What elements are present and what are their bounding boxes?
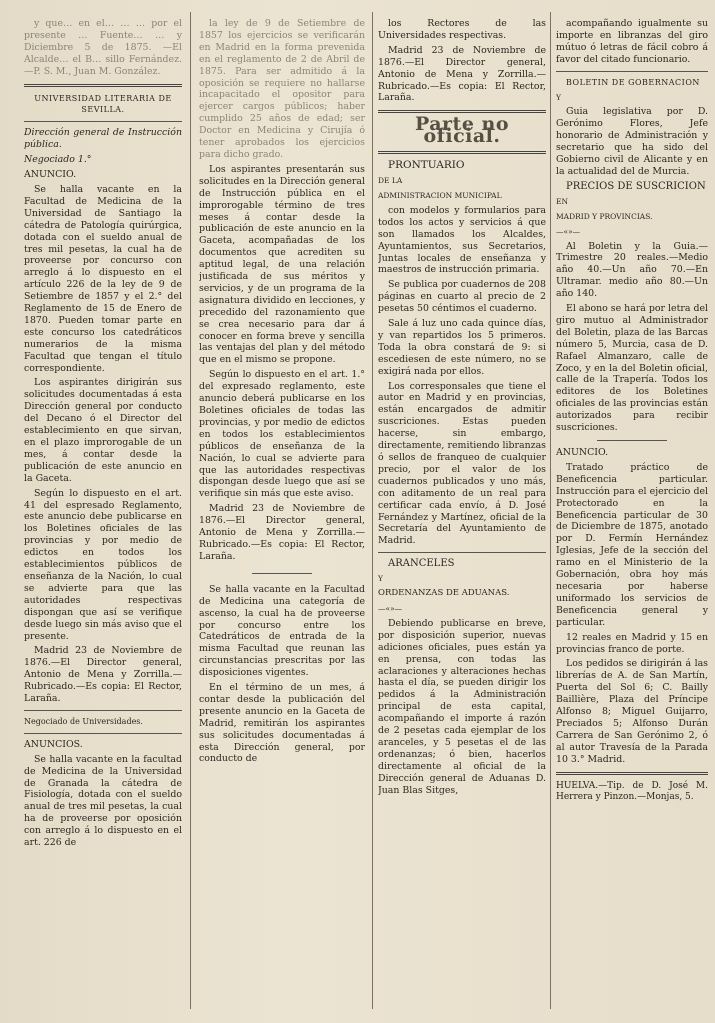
column-divider <box>550 12 551 1009</box>
negociado-heading: Negociado 1.° <box>24 154 92 166</box>
anuncio-title: ANUNCIO. <box>556 447 609 458</box>
paragraph: Los aspirantes presentarán sus solicitudes en la Dirección general de Instrucción pública en el improrogable término de tres meses á contar desde la publicación de este anuncio en la Gaceta, acompañadas de los documentos que acrediten su aptitud legal, de una relación justificada de sus méritos y servicios, y de un programa de la asignatura dividido en lecciones, y precedido del razonamiento que se crea necesario para dar á conocer en forma breve y sencilla las ventajas del plan y del método que en el mismo se propone. <box>199 163 365 366</box>
paragraph: Tratado práctico de Beneficencia particular. Instrucción para el ejercicio del Protectorado en la Beneficencia particular de 30 de Diciembre de 1875, anotado por D. Fermín Hernández Iglesias, Jefe de la sección del ramo en el Ministerio de la Gobernación, obra hoy más necesaria por haberse uniformado los servicios de Beneficencia general y particular. <box>556 461 708 628</box>
anuncios-title: ANUNCIOS. <box>24 738 83 750</box>
ornament: —«»— <box>556 226 581 236</box>
paragraph: Sale á luz uno cada quince días, y van repartidos los 5 primeros. Toda la obra constará de 9: si escediesen de este número, no se exigirá nada por ellos. <box>378 318 546 377</box>
column-1 <box>24 18 182 1013</box>
short-divider <box>252 573 312 574</box>
madrid-heading: MADRID Y PROVINCIAS. <box>556 211 653 221</box>
double-rule <box>24 84 182 87</box>
paragraph: Madrid 23 de Noviembre de 1876.—El Director general, Antonio de Mena y Zorrilla.—Rubricado.—Es copia: El Rector, Laraña. <box>378 44 546 104</box>
aranceles-heading: ARANCELES <box>388 558 455 570</box>
paragraph: Los corresponsales que tiene el autor en Madrid y en provincias, están encargados de admitir suscriciones. Estas pueden hacerse, sin embargo, directamente, remitiendo libranzas ó sellos de franqueo de cualquier precio, por el valor de los cuadernos publicados y uno más, con aditamento de un real para certificar cada envío, á D. José Fernández y Martínez, oficial de la Secretaría del Ayuntamiento de Madrid. <box>378 380 546 547</box>
direccion-heading: Dirección general de Instrucción pública. <box>24 127 182 151</box>
column-divider <box>372 12 373 1009</box>
negociado-universidades: Negociado de Universidades. <box>24 716 143 726</box>
paragraph: Según lo dispuesto en el art. 1.° del expresado reglamento, este anuncio deberá publicarse en los Boletines oficiales de todas las provincias, y por medio de edictos en todos los establecimientos públicos de enseñanza de la Nación, lo cual se advierte para que las autoridades respectivas dispongan desde luego que así se verifique sin más que este aviso. <box>199 369 365 500</box>
admin-heading: ADMINISTRACION MUNICIPAL <box>378 190 502 200</box>
boletin-heading: BOLETIN DE GOBERNACION <box>566 77 700 87</box>
paragraph: los Rectores de las Universidades respectivas. <box>378 18 546 41</box>
paragraph: Los pedidos se dirigirán á las librerías de A. de San Martín, Puerta del Sol 6; C. Bailly Baillière, Plaza del Príncipe Alfonso 8; Miguel Guijarro, Preciados 5; Alfonso Durán Carrera de San Gerónimo 2, ó al autor Travesía de la Parada 10 3.° Madrid. <box>556 658 708 765</box>
section-title: Parte no oficial. <box>414 113 510 148</box>
column-4 <box>556 18 708 1013</box>
double-rule <box>378 151 546 154</box>
paragraph: Los aspirantes dirigirán sus solicitudes documentadas á esta Dirección general por conducto del Decano ó el Director del establecimiento en que sirvan, en el plazo improrogable de un mes, á contar desde la publicación de este anuncio en la Gaceta. <box>24 377 182 484</box>
divider <box>556 71 708 72</box>
ordenanzas-heading: ORDENANZAS DE ADUANAS. <box>378 588 510 599</box>
printer-footer: HUELVA.—Tip. de D. José M. Herrera y Pinzon.—Monjas, 5. <box>556 780 708 802</box>
short-divider <box>597 440 667 441</box>
paragraph: En el término de un mes, á contar desde la publicación del presente anuncio en la Gaceta de Madrid, remitirán los aspirantes sus solicitudes documentadas á esta Dirección general, por conducto de <box>199 682 365 765</box>
paragraph: Se halla vacante en la Facultad de Medicina una categoría de ascenso, la cual ha de proveerse por concurso entre los Catedráticos de entrada de la misma Facultad que reunan las circunstancias prescritas por las disposiciones vigentes. <box>199 583 365 679</box>
y-heading: Y <box>556 92 561 102</box>
divider <box>378 552 546 553</box>
prontuario-heading: PRONTUARIO <box>388 159 465 172</box>
paragraph: Se halla vacante en la facultad de Medicina de la Universidad de Granada la cátedra de Fisiología, dotada con el sueldo anual de tres mil pesetas, la cual ha de proveerse por oposición con arreglo á lo dispuesto en el art. 226 de <box>24 753 182 849</box>
anuncio-title: ANUNCIO. <box>24 169 77 181</box>
paragraph: Guia legislativa por D. Gerónimo Flores, Jefe honorario de Administración y secretario que ha sido del Gobierno civil de Alicante y en la actualidad del de Murcia. <box>556 106 708 177</box>
paragraph: 12 reales en Madrid y 15 en provincias franco de porte. <box>556 631 708 655</box>
paragraph: Se halla vacante en la Facultad de Medicina de la Universidad de Santiago la cátedra de Patología quirúrgica, dotada con el sueldo anual de tres mil pesetas, la cual ha de proveerse por concurso con arreglo á lo dispuesto en el artículo 226 de la ley de 9 de Setiembre de 1857 y el 2.° del Reglamento de 15 de Enero de 1870. Pueden tomar parte en este concurso los catedráticos numerarios de la misma Facultad que tengan el título correspondiente. <box>24 183 182 374</box>
column-2 <box>199 18 365 1013</box>
ornament: —«»— <box>378 603 403 613</box>
paragraph: Madrid 23 de Noviembre de 1876.—El Director general, Antonio de Mena y Zorrilla.—Rubricado.—Es copia: El Rector, Laraña. <box>24 645 182 705</box>
column-divider <box>190 12 191 1009</box>
paragraph: Debiendo publicarse en breve, por disposición superior, nuevas adiciones oficiales, pues están ya en prensa, con todas las aclaraciones y alteraciones hechas hasta el día, se pueden dirigir los pedidos á la Administración principal de esta capital, acompañando el importe á razón de 2 pesetas cada ejemplar de los aranceles, y 5 pesetas el de las ordenanzas; ó bien, hacerlos directamente al oficial de la Dirección general de Aduanas D. Juan Blas Sitges, <box>378 617 546 796</box>
divider <box>24 733 182 734</box>
y-heading: Y <box>378 574 383 584</box>
en-heading: EN <box>556 196 569 206</box>
column-3 <box>378 18 546 1013</box>
paragraph: acompañando igualmente su importe en libranzas del giro mútuo ó letras de fácil cobro á favor del citado funcionario. <box>556 18 708 65</box>
precios-heading: PRECIOS DE SUSCRICION <box>566 180 706 192</box>
paragraph: Según lo dispuesto en el art. 41 del espresado Reglamento, este anuncio debe publicarse en los Boletines oficiales de las provincias y por medio de edictos en todos los establecimientos públicos de enseñanza de la Nación, lo cual se advierte para que las autoridades respectivas dispongan que así se verifique desde luego sin más aviso que el presente. <box>24 487 182 642</box>
paragraph: Se publica por cuadernos de 208 páginas en cuarto al precio de 2 pesetas 50 céntimos el cuaderno. <box>378 279 546 315</box>
paragraph: con modelos y formularios para todos los actos y servicios á que son llamados los Alcaldes, Ayuntamientos, sus Secretarios, Juntas locales de enseñanza y maestros de instrucción primaria. <box>378 204 546 276</box>
divider <box>24 710 182 711</box>
paragraph: Al Boletin y la Guia.—Trimestre 20 reales.—Medio año 40.—Un año 70.—En Ultramar. medio año 80.—Un año 140. <box>556 240 708 300</box>
faded-top-text: la ley de 9 de Setiembre de 1857 los ejercicios se verificarán en Madrid en la forma prevenida en el reglamento de 2 de Abril de 1875. Para ser admitido á la oposición se requiere no hallarse incapacitado el opositor para ejercer cargos públicos; haber cumplido 25 años de edad; ser Doctor en Medicina y Cirujía ó tener aprobados los ejercicios para dicho grado. <box>199 18 365 160</box>
double-rule <box>556 772 708 775</box>
de-la-heading: DE LA <box>378 176 403 186</box>
paragraph: Madrid 23 de Noviembre de 1876.—El Director general, Antonio de Mena y Zorrilla.—Rubricado.—Es copia: El Rector, Laraña. <box>199 503 365 562</box>
faded-top-text: y que… en el… … … por el presente … Fuente… … y Diciembre 5 de 1875. —El Alcalde… el B… sillo Fernández.—P. S. M., Juan M. González. <box>24 18 182 77</box>
paragraph: El abono se hará por letra del giro mutuo al Administrador del Boletin, plaza de las Barcas número 5, Murcia, casa de D. Rafael Almanzaro, calle de Zoco, y en la del Boletin oficial, calle de la Trapería. Todos los editores de los Boletines oficiales de las provincias están autorizados para recibir suscriciones. <box>556 303 708 434</box>
divider <box>24 121 182 122</box>
university-header: UNIVERSIDAD LITERARIA DE SEVILLA. <box>34 93 172 115</box>
